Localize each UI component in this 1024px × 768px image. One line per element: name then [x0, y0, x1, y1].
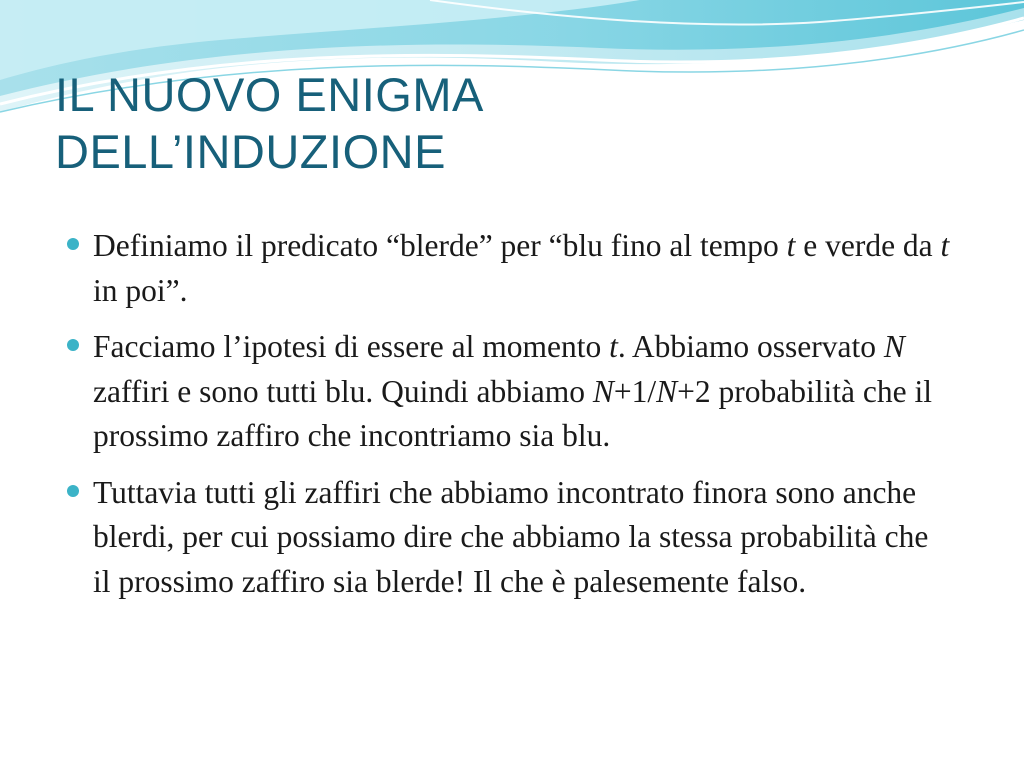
bullet-text: zaffiri e sono tutti blu. Quindi abbiamo — [93, 373, 593, 409]
italic-text: t — [940, 228, 950, 263]
italic-text: t — [786, 228, 796, 263]
italic-text: N — [592, 373, 614, 409]
bullet-item — [62, 325, 952, 459]
slide-title — [55, 66, 955, 180]
bullet-item — [62, 471, 952, 605]
bullet-text: e verde da — [795, 228, 941, 263]
title-line-1: IL NUOVO ENIGMA — [55, 68, 484, 121]
bullet-dot-icon — [67, 339, 79, 351]
bullet-text: +2 probabilità che il prossimo zaffiro che incontriamo sia blu. — [93, 373, 932, 453]
italic-text: N — [883, 329, 905, 364]
bullet-dot-icon — [67, 485, 79, 497]
bullet-item — [62, 224, 952, 313]
bullet-text: +1/ — [613, 373, 657, 409]
bullet-list — [62, 224, 952, 616]
title-line-2: DELL’INDUZIONE — [55, 125, 446, 178]
bullet-text: Definiamo il predicato “blerde” per “blu fino al tempo — [93, 228, 787, 263]
bullet-text: Facciamo l’ipotesi di essere al momento — [93, 329, 610, 364]
bullet-text: in poi”. — [93, 272, 188, 308]
bullet-text: . Abbiamo osservato — [617, 329, 884, 364]
italic-text: N — [656, 373, 678, 409]
bullet-text: Tuttavia tutti gli zaffiri che abbiamo incontrato finora sono anche blerdi, per cui possiamo dire che abbiamo la stessa probabilità che il prossimo zaffiro sia blerde! Il che è palesemente falso. — [93, 474, 929, 599]
italic-text: t — [609, 329, 618, 364]
bullet-dot-icon — [67, 238, 79, 250]
